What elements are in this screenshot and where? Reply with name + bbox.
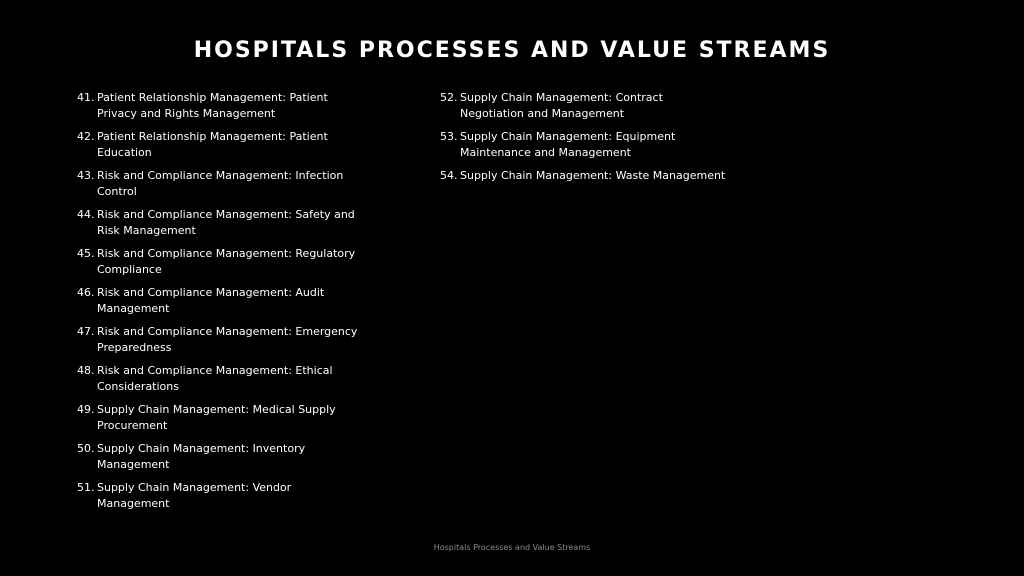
- list-item: [440, 129, 730, 161]
- slide-footer: Hospitals Processes and Value Streams: [433, 543, 591, 552]
- item-text: Patient Relationship Management: Patient Education: [97, 130, 328, 159]
- list-item: [77, 207, 367, 239]
- item-text: Supply Chain Management: Vendor Management: [97, 481, 292, 510]
- item-number: 51.: [77, 481, 95, 494]
- item-number: 52.: [440, 91, 458, 104]
- item-number: 46.: [77, 286, 95, 299]
- slide-title: HOSPITALS PROCESSES AND VALUE STREAMS: [193, 38, 831, 63]
- item-number: 45.: [77, 247, 95, 260]
- list-item: [77, 324, 367, 356]
- item-text: Risk and Compliance Management: Infection Control: [97, 169, 344, 198]
- item-text: Supply Chain Management: Waste Management: [460, 169, 726, 182]
- item-number: 48.: [77, 364, 95, 377]
- item-text: Patient Relationship Management: Patient Privacy and Rights Management: [97, 91, 328, 120]
- item-text: Supply Chain Management: Contract Negotiation and Management: [460, 91, 663, 120]
- item-text: Risk and Compliance Management: Ethical Considerations: [97, 364, 333, 393]
- item-number: 53.: [440, 130, 458, 143]
- list-item: [77, 129, 367, 161]
- list-item: [77, 285, 367, 317]
- list-item: [77, 441, 367, 473]
- item-text: Supply Chain Management: Inventory Management: [97, 442, 306, 471]
- list-item: [77, 168, 367, 200]
- item-text: Risk and Compliance Management: Audit Management: [97, 286, 325, 315]
- item-number: 43.: [77, 169, 95, 182]
- item-number: 49.: [77, 403, 95, 416]
- process-list-right: [440, 90, 730, 191]
- list-item: [77, 363, 367, 395]
- item-number: 42.: [77, 130, 95, 143]
- item-number: 54.: [440, 169, 458, 182]
- list-item: [440, 168, 730, 184]
- list-item: [440, 90, 730, 122]
- item-text: Risk and Compliance Management: Safety and Risk Management: [97, 208, 355, 237]
- list-item: [77, 480, 367, 512]
- list-item: [77, 246, 367, 278]
- item-number: 47.: [77, 325, 95, 338]
- list-item: [77, 90, 367, 122]
- item-text: Supply Chain Management: Medical Supply Procurement: [97, 403, 336, 432]
- item-number: 41.: [77, 91, 95, 104]
- item-number: 44.: [77, 208, 95, 221]
- item-text: Supply Chain Management: Equipment Maintenance and Management: [460, 130, 676, 159]
- process-list-left: [77, 90, 367, 519]
- item-number: 50.: [77, 442, 95, 455]
- list-item: [77, 402, 367, 434]
- item-text: Risk and Compliance Management: Regulatory Compliance: [97, 247, 356, 276]
- item-text: Risk and Compliance Management: Emergency Preparedness: [97, 325, 358, 354]
